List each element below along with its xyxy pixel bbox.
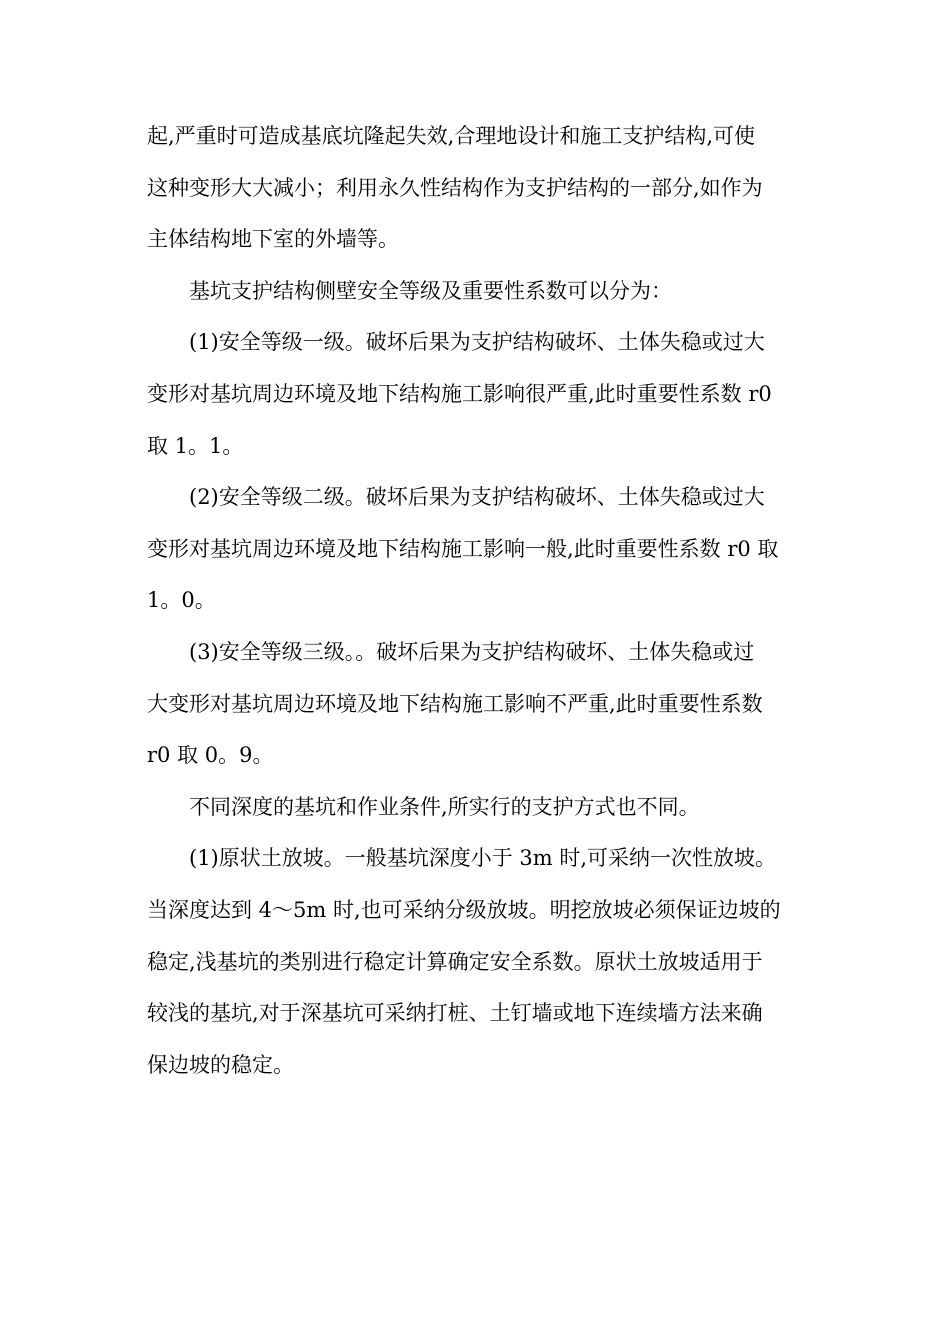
text-line: 稳定,浅基坑的类别进行稳定计算确定安全系数。原状土放坡适用于 [147,949,763,974]
text-line: (1)安全等级一级。破坏后果为支护结构破坏、土体失稳或过大 [189,330,765,355]
text-line: 起,严重时可造成基底坑隆起失效,合理地设计和施工支护结构,可使 [147,124,756,148]
text-line: 不同深度的基坑和作业条件,所实行的支护方式也不同。 [189,794,700,819]
text-line: 主体结构地下室的外墙等。 [147,227,399,252]
text-line: 1。0。 [147,588,216,613]
document-body [147,111,807,1091]
text-line: (2)安全等级二级。破坏后果为支护结构破坏、土体失稳或过大 [189,485,765,510]
text-line: (1)原状土放坡。一般基坑深度小于 3m 时,可采纳一次性放坡。 [189,846,777,871]
text-line: 保边坡的稳定。 [147,1052,294,1077]
text-line: 较浅的基坑,对于深基坑可采纳打桩、土钉墙或地下连续墙方法来确 [147,1001,763,1026]
text-line: 基坑支护结构侧壁安全等级及重要性系数可以分为： [189,278,672,303]
text-line: 变形对基坑周边环境及地下结构施工影响一般,此时重要性系数 r0 取 [147,536,779,561]
text-line: 变形对基坑周边环境及地下结构施工影响很严重,此时重要性系数 r0 [147,381,772,406]
text-line: 当深度达到 4～5m 时,也可采纳分级放坡。明挖放坡必须保证边坡的 [147,897,781,922]
text-line: r0 取 0。9。 [147,743,274,768]
text-line: (3)安全等级三级。。破坏后果为支护结构破坏、土体失稳或过 [189,639,755,664]
text-line: 这种变形大大减小；利用永久性结构作为支护结构的一部分,如作为 [147,175,763,200]
text-line: 大变形对基坑周边环境及地下结构施工影响不严重,此时重要性系数 [147,691,763,716]
text-line: 取 1。1。 [147,433,244,458]
